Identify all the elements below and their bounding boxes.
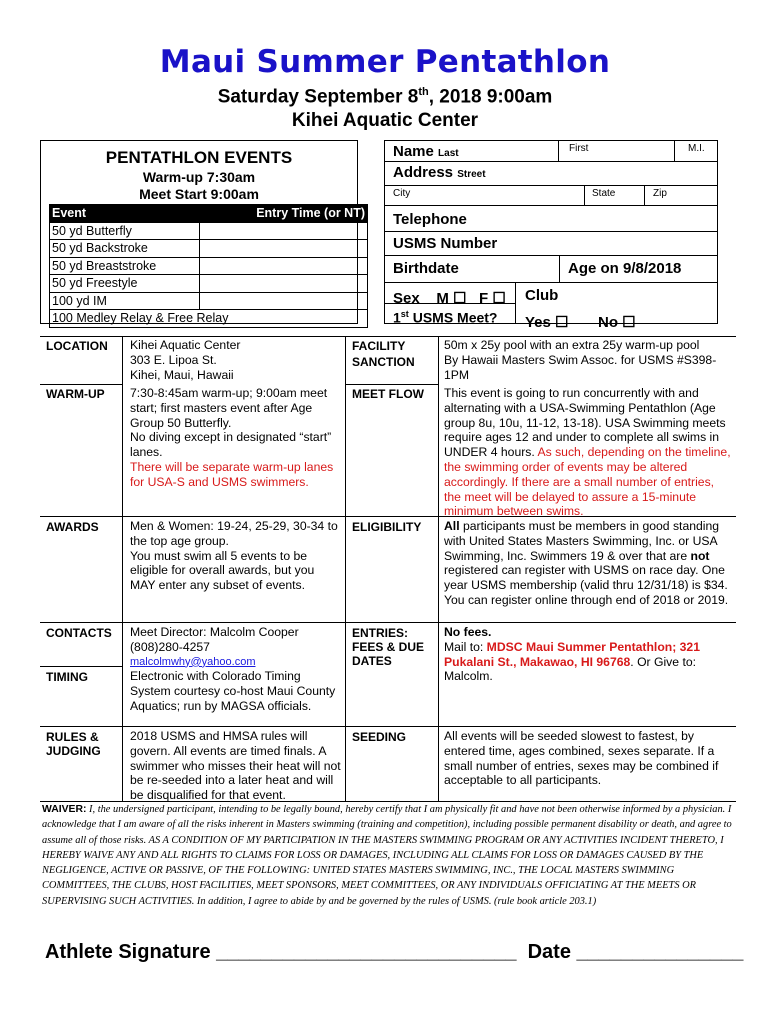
eligibility-label: ELIGIBILITY: [352, 520, 422, 534]
timing-label: TIMING: [46, 670, 88, 684]
facility-sanction-text: 50m x 25y pool with an extra 25y warm-up pool By Hawaii Masters Swim Assoc. for USMS #S398-1PM: [444, 338, 717, 382]
events-heading: PENTATHLON EVENTS: [105, 148, 293, 167]
entries-text: No fees. Mail to: MDSC Maui Summer Pentathlon; 321 Pukalani St., Makawao, HI 96768. Or Give to: Malcolm.: [444, 625, 700, 684]
first-meet-yes[interactable]: Yes ☐: [525, 314, 569, 331]
first-meet-no[interactable]: No ☐: [598, 314, 636, 331]
events-table: [49, 204, 368, 328]
location-text: Kihei Aquatic Center 303 E. Lipoa St. Kihei, Maui, Hawaii: [130, 338, 241, 382]
contacts-text: Meet Director: Malcolm Cooper (808)280-4257 malcolmwhy@yahoo.com: [130, 625, 342, 669]
entry-time-input[interactable]: [200, 222, 368, 240]
awards-label: AWARDS: [46, 520, 99, 534]
yes-checkbox[interactable]: ☐: [555, 314, 569, 331]
location-label: LOCATION: [46, 339, 108, 353]
col-event: Event: [50, 205, 200, 223]
mi-label: M.I.: [688, 143, 705, 154]
birthdate-label: Birthdate: [393, 260, 459, 277]
warmup-time: Warm-up 7:30am: [142, 169, 256, 185]
first-usms-meet-label: 1st USMS Meet?: [393, 309, 498, 326]
warmup-text: 7:30-8:45am warm-up; 9:00am meet start; first masters event after Age Group 50 Butterfly. No diving except in designated “start” lanes. There will be separate warm-up lanes for USA-S and USMS swimmers.: [130, 386, 334, 489]
seeding-text: All events will be seeded slowest to fastest, by entered time, ages combined, sexes separate. If a small number of entries, sexes may be combined if acceptable to all participants.: [444, 729, 719, 788]
eligibility-text: All participants must be members in good standing with United States Masters Swimming, Inc. or USA Swimming, Inc. Swimmers 19 & over that are not registered can register with USMS on race day. One year USMS membership (valid thru 12/31/18) is $34. You can register online through end of 2018 or 2019.: [444, 519, 729, 607]
sex-m-checkbox[interactable]: ☐: [453, 290, 467, 307]
timing-text: Electronic with Colorado Timing System courtesy co-host Maui County Aquatics; run by MAGSA officials.: [130, 669, 336, 713]
telephone-label: Telephone: [393, 211, 467, 228]
signature-line[interactable]: Athlete Signature ___________________________ Date _______________: [45, 941, 744, 963]
event-row: 50 yd Backstroke: [50, 240, 200, 258]
address-label: Address Street: [393, 164, 486, 181]
entry-time-input[interactable]: [200, 240, 368, 258]
event-row: 100 Medley Relay & Free Relay: [50, 310, 368, 328]
entries-label: ENTRIES: FEES & DUE DATES: [352, 626, 425, 668]
sex-field: Sex M ☐ F ☐: [393, 290, 506, 307]
waiver-text: WAIVER: I, the undersigned participant, intending to be legally bound, hereby certify that I am physically fit and have not been otherwise informed by a physician. I acknowledge that I am aware of all the risks inherent in Masters swimming (training and competition), including possible permanent disability or death, and agree to assume all of those risks. AS A CONDITION OF MY PARTICIPATION IN THE MASTERS SWIMMING PROGRAM OR ANY ACTIVITIES INCIDENT THERETO, I HEREBY WAIVE ANY AND ALL RIGHTS TO CLAIMS FOR LOSS OR DAMAGES, INCLUDING ALL CLAIMS FOR LOSS OR DAMAGES CAUSED BY THE NEGLIGENCE, ACTIVE OR PASSIVE, OF THE FOLLOWING: UNITED STATES MASTERS SWIMMING, INC., THE LOCAL MASTERS SWIMMING COMMITTEES, THE CLUBS, HOST FACILITIES, MEET SPONSORS, MEET COMMITTEES, OR ANY INDIVIDUALS OFFICIATING AT THE MEETS OR SUPERVISING SUCH ACTIVITIES. In addition, I agree to abide by and be governed by the rules of USMS. (rule book article 203.1): [42, 804, 732, 907]
events-box: [40, 140, 365, 326]
rules-text: 2018 USMS and HMSA rules will govern. All events are timed finals. A swimmer who misses their heat will not be re-seeded into a later heat and will be disqualified for that event.: [130, 729, 341, 803]
contact-email-link[interactable]: malcolmwhy@yahoo.com: [130, 655, 256, 668]
name-label: Name Last: [393, 143, 459, 160]
usms-number-label: USMS Number: [393, 235, 498, 252]
contacts-label: CONTACTS: [46, 626, 112, 640]
state-label: State: [592, 188, 616, 199]
entry-time-input[interactable]: [200, 292, 368, 310]
event-row: 50 yd Freestyle: [50, 275, 200, 293]
col-entry-time: Entry Time (or NT): [200, 205, 368, 223]
entry-time-input[interactable]: [200, 275, 368, 293]
sanction-label: SANCTION: [352, 355, 415, 369]
seeding-label: SEEDING: [352, 730, 407, 744]
zip-label: Zip: [653, 188, 667, 199]
event-row: 100 yd IM: [50, 292, 200, 310]
city-label: City: [393, 188, 411, 199]
age-on-label: Age on 9/8/2018: [568, 260, 682, 277]
page-title: Maui Summer Pentathlon: [159, 44, 611, 80]
club-label: Club: [525, 287, 559, 304]
entry-time-input[interactable]: [200, 257, 368, 275]
first-label: First: [569, 143, 589, 154]
rules-label: RULES & JUDGING: [46, 730, 101, 758]
event-row: 50 yd Breaststroke: [50, 257, 200, 275]
sex-f-checkbox[interactable]: ☐: [492, 290, 506, 307]
warmup-label: WARM-UP: [46, 387, 105, 401]
facility-label: FACILITY: [352, 339, 406, 353]
venue: Kihei Aquatic Center: [291, 110, 479, 131]
meet-flow-text: This event is going to run concurrently with and alternating with a USA-Swimming Pentathlon (Age group 8u, 10u, 11-12, 13-18). USA Swimming meets require ages 12 and under to complete all swims in UNDER 4 hours. As such, depending on the timeline, the swimming order of events may be altered accordingly. If there are a small number of entries, the meet will be delayed to assure a 15-minute minimum between swims.: [444, 386, 731, 519]
meet-flow-label: MEET FLOW: [352, 387, 424, 401]
registration-box: [384, 140, 718, 331]
event-date: Saturday September 8th, 2018 9:00am: [217, 86, 553, 108]
no-checkbox[interactable]: ☐: [622, 314, 636, 331]
awards-text: Men & Women: 19-24, 25-29, 30-34 to the top age group. You must swim all 5 events to be eligible for overall awards, but you MAY enter any subset of events.: [130, 519, 338, 593]
meet-start: Meet Start 9:00am: [139, 186, 259, 202]
event-row: 50 yd Butterfly: [50, 222, 200, 240]
